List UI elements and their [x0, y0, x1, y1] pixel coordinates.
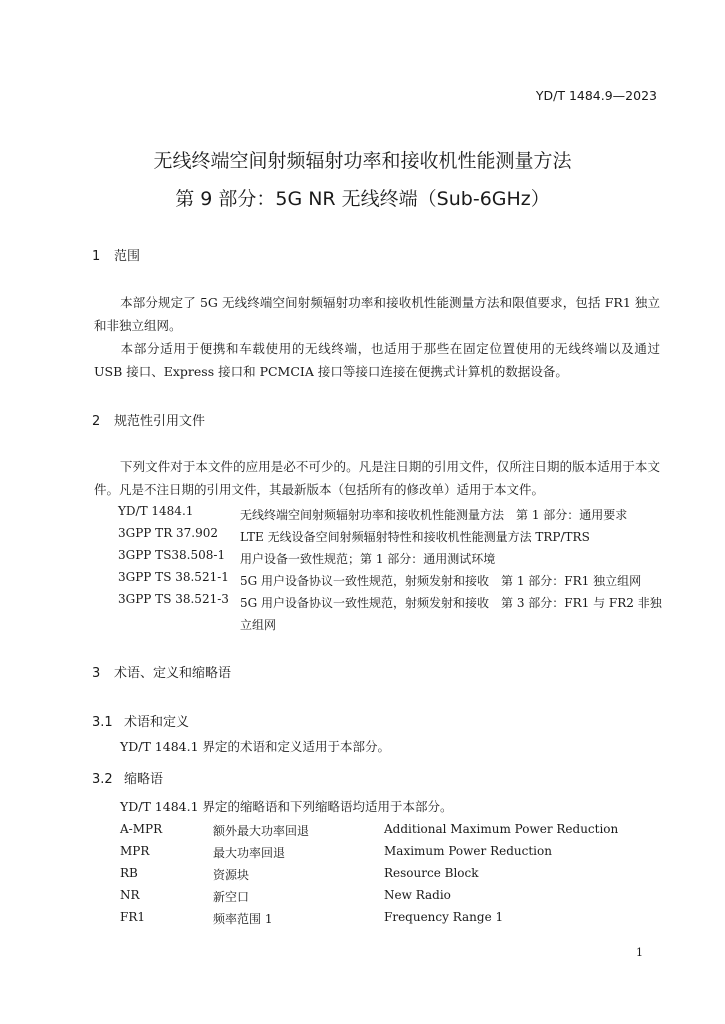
- reference-item: [0, 548, 725, 570]
- abbreviation-english: New Radio: [384, 888, 451, 902]
- abbreviation: NR: [120, 888, 140, 902]
- section-title: 范围: [114, 249, 141, 264]
- reference-item: [0, 504, 725, 526]
- abbreviation-english: Frequency Range 1: [384, 910, 504, 924]
- abbreviation: FR1: [120, 910, 145, 924]
- reference-title: 用户设备一致性规范；第 1 部分：通用测试环境: [240, 552, 496, 566]
- abbreviation-row: [0, 888, 725, 910]
- abbreviation-chinese: 额外最大功率回退: [213, 824, 310, 838]
- reference-code: 3GPP TR 37.902: [118, 526, 219, 540]
- reference-code: 3GPP TS 38.521-3: [118, 592, 229, 606]
- section-3-heading: [92, 662, 231, 681]
- subsection-number: 3.1: [92, 715, 113, 730]
- abbreviation: RB: [120, 866, 138, 880]
- subsection-3-1-text: [94, 735, 660, 758]
- section-1-paragraph-1: [94, 291, 660, 337]
- abbreviation-row: [0, 866, 725, 888]
- reference-title: 5G 用户设备协议一致性规范，射频发射和接收 第 1 部分：FR1 独立组网: [240, 574, 642, 588]
- section-title: 术语、定义和缩略语: [114, 666, 232, 681]
- abbreviation-row: [0, 822, 725, 844]
- paragraph-text: YD/T 1484.1 界定的术语和定义适用于本部分。: [120, 739, 391, 754]
- paragraph-text: 下列文件对于本文件的应用是必不可少的。凡是注日期的引用文件，仅所注日期的版本适用于本文件。凡是不注日期的引用文件，其最新版本（包括所有的修改单）适用于本文件。: [94, 459, 660, 497]
- section-2-heading: [92, 410, 205, 429]
- section-1-heading: [92, 245, 140, 264]
- section-number: 3: [92, 666, 101, 681]
- abbreviation: A-MPR: [120, 822, 163, 836]
- abbreviation-english: Resource Block: [384, 866, 479, 880]
- page-number: 1: [636, 946, 643, 959]
- abbreviation-english: Maximum Power Reduction: [384, 844, 552, 858]
- abbreviation-chinese: 新空口: [213, 890, 250, 904]
- subsection-number: 3.2: [92, 772, 113, 787]
- subsection-3-1-heading: [92, 711, 189, 730]
- abbreviation-english: Additional Maximum Power Reduction: [384, 822, 619, 836]
- abbreviation-row: [0, 844, 725, 866]
- paragraph-text: 本部分适用于便携和车载使用的无线终端，也适用于那些在固定位置使用的无线终端以及通过 USB 接口、Express 接口和 PCMCIA 接口等接口连接在便携式计算机的数据设备。: [94, 341, 660, 379]
- subsection-title: 术语和定义: [124, 715, 190, 730]
- reference-code: YD/T 1484.1: [118, 504, 194, 518]
- document-title: 无线终端空间射频辐射功率和接收机性能测量方法: [153, 150, 572, 172]
- abbreviation-row: [0, 910, 725, 932]
- section-title: 规范性引用文件: [114, 414, 206, 429]
- reference-code: 3GPP TS38.508-1: [118, 548, 226, 562]
- section-1-paragraph-2: [94, 337, 660, 383]
- subsection-3-2-heading: [92, 768, 163, 787]
- reference-code: 3GPP TS 38.521-1: [118, 570, 229, 584]
- abbreviation-chinese: 频率范围 1: [213, 912, 273, 926]
- reference-item: [0, 592, 725, 636]
- reference-item: [0, 526, 725, 548]
- abbreviation-chinese: 最大功率回退: [213, 846, 286, 860]
- document-subtitle: 第 9 部分：5G NR 无线终端（Sub-6GHz）: [175, 188, 550, 210]
- reference-title: LTE 无线设备空间射频辐射特性和接收机性能测量方法 TRP/TRS: [240, 530, 590, 544]
- subsection-title: 缩略语: [124, 772, 164, 787]
- standard-number: YD/T 1484.9—2023: [535, 88, 657, 103]
- reference-item: [0, 570, 725, 592]
- abbreviation-chinese: 资源块: [213, 868, 250, 882]
- subsection-3-2-text: [94, 795, 660, 818]
- paragraph-text: 本部分规定了 5G 无线终端空间射频辐射功率和接收机性能测量方法和限值要求，包括 FR1 独立和非独立组网。: [94, 295, 660, 333]
- paragraph-text: YD/T 1484.1 界定的缩略语和下列缩略语均适用于本部分。: [120, 799, 453, 814]
- reference-title: 5G 用户设备协议一致性规范，射频发射和接收 第 3 部分：FR1 与 FR2 非独立组网: [240, 596, 662, 632]
- section-number: 1: [92, 249, 101, 264]
- section-number: 2: [92, 414, 101, 429]
- reference-title: 无线终端空间射频辐射功率和接收机性能测量方法 第 1 部分：通用要求: [240, 508, 628, 522]
- abbreviation: MPR: [120, 844, 150, 858]
- section-2-intro: [94, 455, 660, 501]
